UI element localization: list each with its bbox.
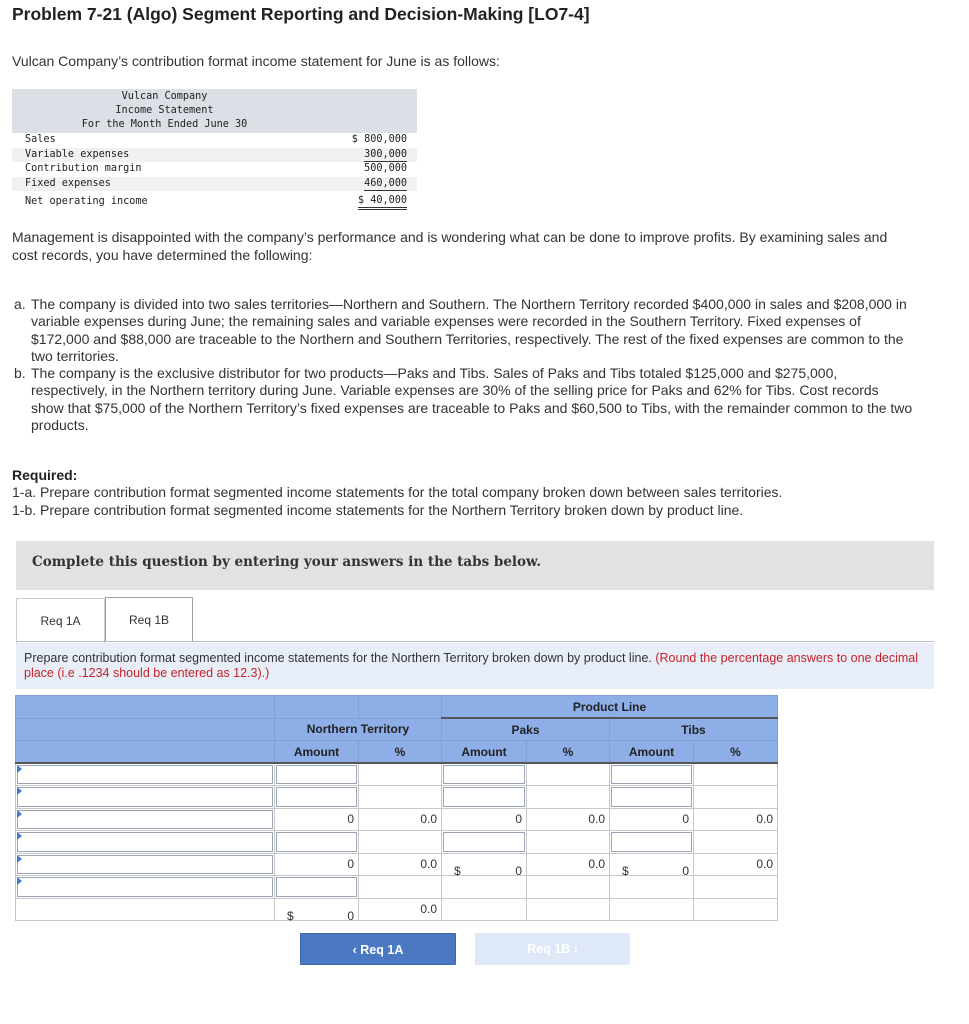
dropdown-arrow-icon	[17, 877, 22, 885]
statement-row-cm	[12, 162, 417, 177]
statement-value: $ 40,000	[358, 195, 407, 210]
statement-value: 460,000	[364, 177, 407, 192]
row-label-dropdown[interactable]	[16, 763, 275, 786]
row-label-dropdown[interactable]	[16, 786, 275, 809]
tab-divider	[16, 641, 934, 642]
statement-label: Fixed expenses	[25, 177, 111, 189]
statement-label: Net operating income	[25, 196, 148, 208]
product-line-header: Product Line	[442, 696, 778, 719]
prev-req-1a-button[interactable]: ‹ Req 1A	[300, 933, 456, 965]
statement-row-variable	[12, 148, 417, 163]
amount-input[interactable]	[442, 831, 527, 854]
facts-list	[14, 296, 914, 434]
fact-item-a	[14, 296, 914, 365]
statement-header	[12, 89, 417, 133]
amount-input[interactable]	[610, 786, 694, 809]
computed-pct: 0.0	[359, 808, 442, 831]
computed-amount: 0	[610, 808, 694, 831]
required-line-1b: 1-b. Prepare contribution format segmented income statements for the Northern Territory broken down by product line.	[12, 501, 744, 518]
paks-header: Paks	[442, 718, 610, 741]
instructions-note: (Round the percentage answers to one decimal place (i.e .1234 should be entered as 12.3).)	[24, 651, 919, 680]
computed-amount: $ 0	[610, 853, 694, 876]
required-heading: Required:	[12, 467, 78, 483]
statement-company: Vulcan Company	[121, 91, 208, 102]
fact-item-b	[14, 365, 914, 434]
computed-pct: 0.0	[527, 808, 610, 831]
row-label-dropdown[interactable]	[16, 876, 275, 899]
intro-text: Vulcan Company’s contribution format income statement for June is as follows:	[12, 53, 500, 69]
dropdown-arrow-icon	[17, 855, 22, 863]
amount-header: Amount	[442, 741, 527, 764]
statement-label: Sales	[25, 134, 56, 145]
page-title: Problem 7-21 (Algo) Segment Reporting and Decision-Making [LO7-4]	[12, 4, 590, 24]
tab-req-1b[interactable]: Req 1B	[105, 597, 193, 642]
fact-text: The company is divided into two sales territories—Northern and Southern. The Northern Territory recorded $400,000 in sales and $208,000 in variable expenses during June; the remaining sales and variable expenses were recorded in the Southern Territory. Fixed expenses of $172,000 and $88,000 are traceable to the Northern and Southern Territories, respectively. The rest of the fixed expenses are common to the two territories.	[31, 296, 907, 364]
computed-amount: 0	[275, 808, 359, 831]
statement-row-sales	[12, 133, 417, 148]
statement-row-fixed	[12, 177, 417, 192]
statement-name: Income Statement	[115, 105, 214, 116]
table-row	[16, 898, 778, 921]
tab-instructions	[16, 643, 934, 689]
computed-amount: $ 0	[442, 853, 527, 876]
northern-territory-header: Northern Territory	[275, 718, 442, 741]
required-line-1a: 1-a. Prepare contribution format segmented income statements for the total company broken down between sales territories.	[12, 484, 783, 501]
dropdown-arrow-icon	[17, 810, 22, 818]
amount-input[interactable]	[442, 763, 527, 786]
pct-header: %	[527, 741, 610, 764]
computed-pct: 0.0	[694, 808, 778, 831]
dropdown-arrow-icon	[17, 787, 22, 795]
header-row-1	[16, 696, 778, 719]
statement-value: 300,000	[364, 148, 407, 163]
row-label-dropdown[interactable]	[16, 853, 275, 876]
amount-input[interactable]	[275, 831, 359, 854]
header-row-3	[16, 741, 778, 764]
computed-pct: 0.0	[694, 853, 778, 876]
management-paragraph: Management is disappointed with the company’s performance and is wondering what can be done to improve profits. By examining sales and cost records, you have determined the following:	[12, 229, 888, 263]
dollar-sign: $	[454, 864, 461, 879]
amount-header: Amount	[275, 741, 359, 764]
instructions-main: Prepare contribution format segmented income statements for the Northern Territory broken down by product line.	[24, 651, 652, 665]
amount-input[interactable]	[275, 763, 359, 786]
statement-value: $ 800,000	[351, 134, 407, 145]
dropdown-arrow-icon	[17, 765, 22, 773]
statement-value: 500,000	[364, 163, 407, 175]
pct-header: %	[694, 741, 778, 764]
statement-row-noi	[12, 195, 417, 210]
tab-req-1a[interactable]: Req 1A	[16, 598, 105, 643]
amount-input[interactable]	[275, 786, 359, 809]
pct-header: %	[359, 741, 442, 764]
amount-input[interactable]	[610, 831, 694, 854]
table-row	[16, 763, 778, 786]
statement-period: For the Month Ended June 30	[81, 119, 248, 130]
segment-table	[15, 695, 778, 924]
dropdown-arrow-icon	[17, 832, 22, 840]
computed-pct: 0.0	[359, 898, 442, 921]
computed-amount: 0	[275, 853, 359, 876]
amount-header: Amount	[610, 741, 694, 764]
table-row	[16, 876, 778, 899]
statement-label: Contribution margin	[25, 163, 142, 175]
tibs-header: Tibs	[610, 718, 778, 741]
computed-pct: 0.0	[359, 853, 442, 876]
computed-amount: $ 0	[275, 898, 359, 921]
amount-input[interactable]	[275, 876, 359, 899]
table-row	[16, 808, 778, 831]
statement-label: Variable expenses	[25, 148, 130, 160]
row-label-dropdown[interactable]	[16, 831, 275, 854]
amount-input[interactable]	[610, 763, 694, 786]
fact-mark: b.	[14, 365, 26, 382]
table-row	[16, 853, 778, 876]
header-row-2	[16, 718, 778, 741]
fact-text: The company is the exclusive distributor for two products—Paks and Tibs. Sales of Paks and Tibs totaled $125,000 and $275,000, respectively, in the Northern territory during June. Variable expenses are 30% of the selling price for Paks and 62% for Tibs. Cost records show that $75,000 of the Northern Territory’s fixed expenses are traceable to Paks and $60,500 to Tibs, with the remainder common to the two products.	[31, 365, 913, 434]
table-row	[16, 831, 778, 854]
dollar-sign: $	[622, 864, 629, 879]
table-row	[16, 786, 778, 809]
fact-mark: a.	[14, 296, 26, 312]
dollar-sign: $	[287, 909, 294, 924]
row-label-dropdown[interactable]	[16, 808, 275, 831]
computed-pct: 0.0	[527, 853, 610, 876]
amount-input[interactable]	[442, 786, 527, 809]
instruction-banner	[16, 541, 934, 590]
required-section	[12, 467, 912, 519]
next-req-1b-button[interactable]: Req 1B ›	[475, 933, 630, 965]
income-statement	[12, 89, 417, 210]
computed-amount: 0	[442, 808, 527, 831]
banner-text: Complete this question by entering your answers in the tabs below.	[32, 554, 542, 570]
